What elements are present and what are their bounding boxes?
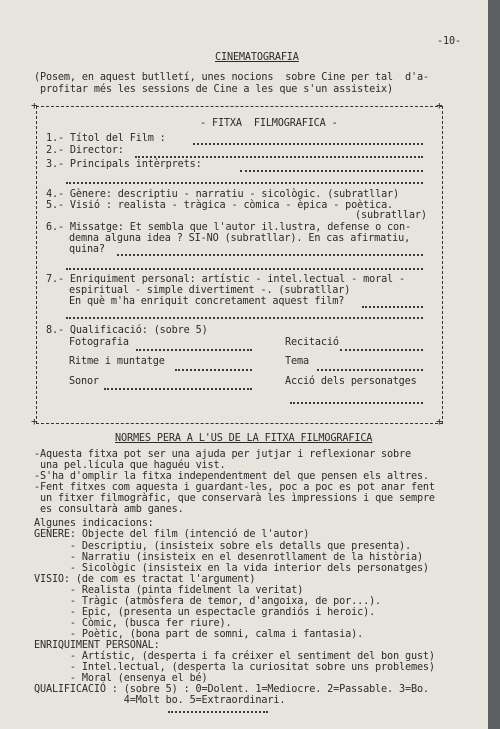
indication-line: - Còmic, (busca fer riure).: [34, 618, 232, 629]
form-item-7-cont: espiritual - simple divertiment -. (subratllar): [69, 285, 351, 296]
field-accio-personatges: Acció dels personatges: [285, 376, 417, 387]
norms-line: es consultarà amb ganes.: [40, 504, 184, 515]
answer-line: [193, 143, 423, 145]
answer-line: [135, 156, 423, 158]
form-item-3: 3.- Principals intèrprets:: [46, 159, 202, 170]
indication-line: - Realista (pinta fidelment la veritat): [34, 585, 304, 596]
indications-heading: Algunes indicacions:: [34, 518, 154, 529]
form-item-2: 2.- Director:: [46, 145, 124, 156]
corner-plus-bottom-right: +: [436, 415, 443, 428]
answer-line: [240, 170, 423, 172]
norms-line: -S'ha d'omplir la fitxa independentment del que pensen els altres.: [34, 471, 429, 482]
corner-plus-bottom-left: +: [31, 415, 38, 428]
form-item-6-cont: demna alguna idea ? SI-NO (subratllar). En cas afirmatiu,: [69, 233, 411, 244]
indication-line: GENERE: Objecte del film (intenció de l'autor): [34, 529, 310, 540]
answer-line: [290, 402, 423, 404]
norms-line: un fitxer filmogràfic, que conservarà les ìmpressions i que sempre: [40, 493, 435, 504]
norms-line: -Aquesta fitxa pot ser una ajuda per jutjar i reflexionar sobre: [34, 449, 411, 460]
answer-line: [175, 369, 252, 371]
indication-line: - Tràgic (atmòsfera de temor, d'angoixa, de por...).: [34, 596, 382, 607]
page-title: CINEMATOGRAFIA: [215, 52, 299, 63]
corner-plus-top-left: +: [31, 99, 38, 112]
indication-line: - Descriptiu, (insisteix sobre els detalls que presenta).: [34, 541, 411, 552]
answer-line: [117, 254, 423, 256]
indication-line: - Sicològic (insisteix en la vida interior dels personatges): [34, 563, 429, 574]
form-item-5-note: (subratllar): [355, 210, 427, 221]
intro-line-1: (Posem, en aquest butlletí, unes nocions sobre Cine per tal d'a-: [34, 72, 429, 83]
field-recitacio: Recitació: [285, 337, 339, 348]
answer-line: [66, 182, 423, 184]
indication-line: ENRIQUIMENT PERSONAL:: [34, 640, 160, 651]
intro-line-2: profitar més les sessions de Cine a les que s'un assisteix): [40, 84, 394, 95]
indication-line: 4=Molt bo. 5=Extraordinari.: [34, 695, 286, 706]
answer-line: [66, 268, 423, 270]
signature-dots: [168, 711, 268, 713]
indication-line: - Poètic, (bona part de somni, calma i fantasia).: [34, 629, 364, 640]
page-edge-shadow: [488, 0, 500, 729]
form-item-6-cont-2: quina?: [69, 244, 105, 255]
norms-line: una pel.lícula que haguéu vist.: [40, 460, 226, 471]
indication-line: QUALIFICACIÓ : (sobre 5) : 0=Dolent. 1=Mediocre. 2=Passable. 3=Bo.: [34, 684, 429, 695]
answer-line: [362, 306, 423, 308]
corner-plus-top-right: +: [436, 99, 443, 112]
form-item-7-cont-2: En què m'ha enriquit concretament aquest film?: [69, 296, 345, 307]
indication-line: - Narratiu (insisteix en el desenrotllament de la història): [34, 552, 423, 563]
form-item-6: 6.- Missatge: Et sembla que l'autor il.lustra, defense o con-: [46, 222, 411, 233]
form-item-8: 8.- Qualificació: (sobre 5): [46, 325, 208, 336]
form-item-4: 4.- Gènere: descriptiu - narratiu - sicològic. (subratllar): [46, 189, 400, 200]
norms-heading: NORMES PERA A L'US DE LA FITXA FILMOGRAFICA: [115, 433, 373, 444]
field-tema: Tema: [285, 356, 309, 367]
answer-line: [104, 388, 252, 390]
indication-line: - Epic, (presenta un espectacle grandiós i heroic).: [34, 607, 376, 618]
form-item-1: 1.- Títol del Film :: [46, 133, 166, 144]
indication-line: VISIO: (de com es tractat l'argument): [34, 574, 256, 585]
indication-line: - Moral (ensenya el bé): [34, 673, 208, 684]
form-heading: - FITXA FILMOGRAFICA -: [200, 118, 338, 129]
indication-line: - Intel.lectual, (desperta la curiositat sobre uns problemes): [34, 662, 435, 673]
answer-line: [66, 317, 423, 319]
field-sonor: Sonor: [69, 376, 99, 387]
page-number: -10-: [437, 36, 461, 47]
answer-line: [136, 349, 252, 351]
answer-line: [340, 349, 423, 351]
form-item-5: 5.- Visió : realista - tràgica - còmica - èpica - poètica.: [46, 200, 394, 211]
field-fotografia: Fotografia: [69, 337, 129, 348]
norms-line: -Fent fitxes com aquesta i guardant-les, poc a poc es pot anar fent: [34, 482, 435, 493]
form-item-7: 7.- Enriquiment personal: artístic - intel.lectual - moral -: [46, 274, 406, 285]
indication-line: - Artístic, (desperta i fa créixer el sentiment del bon gust): [34, 651, 435, 662]
answer-line: [317, 369, 423, 371]
field-ritme-muntatge: Ritme i muntatge: [69, 356, 165, 367]
